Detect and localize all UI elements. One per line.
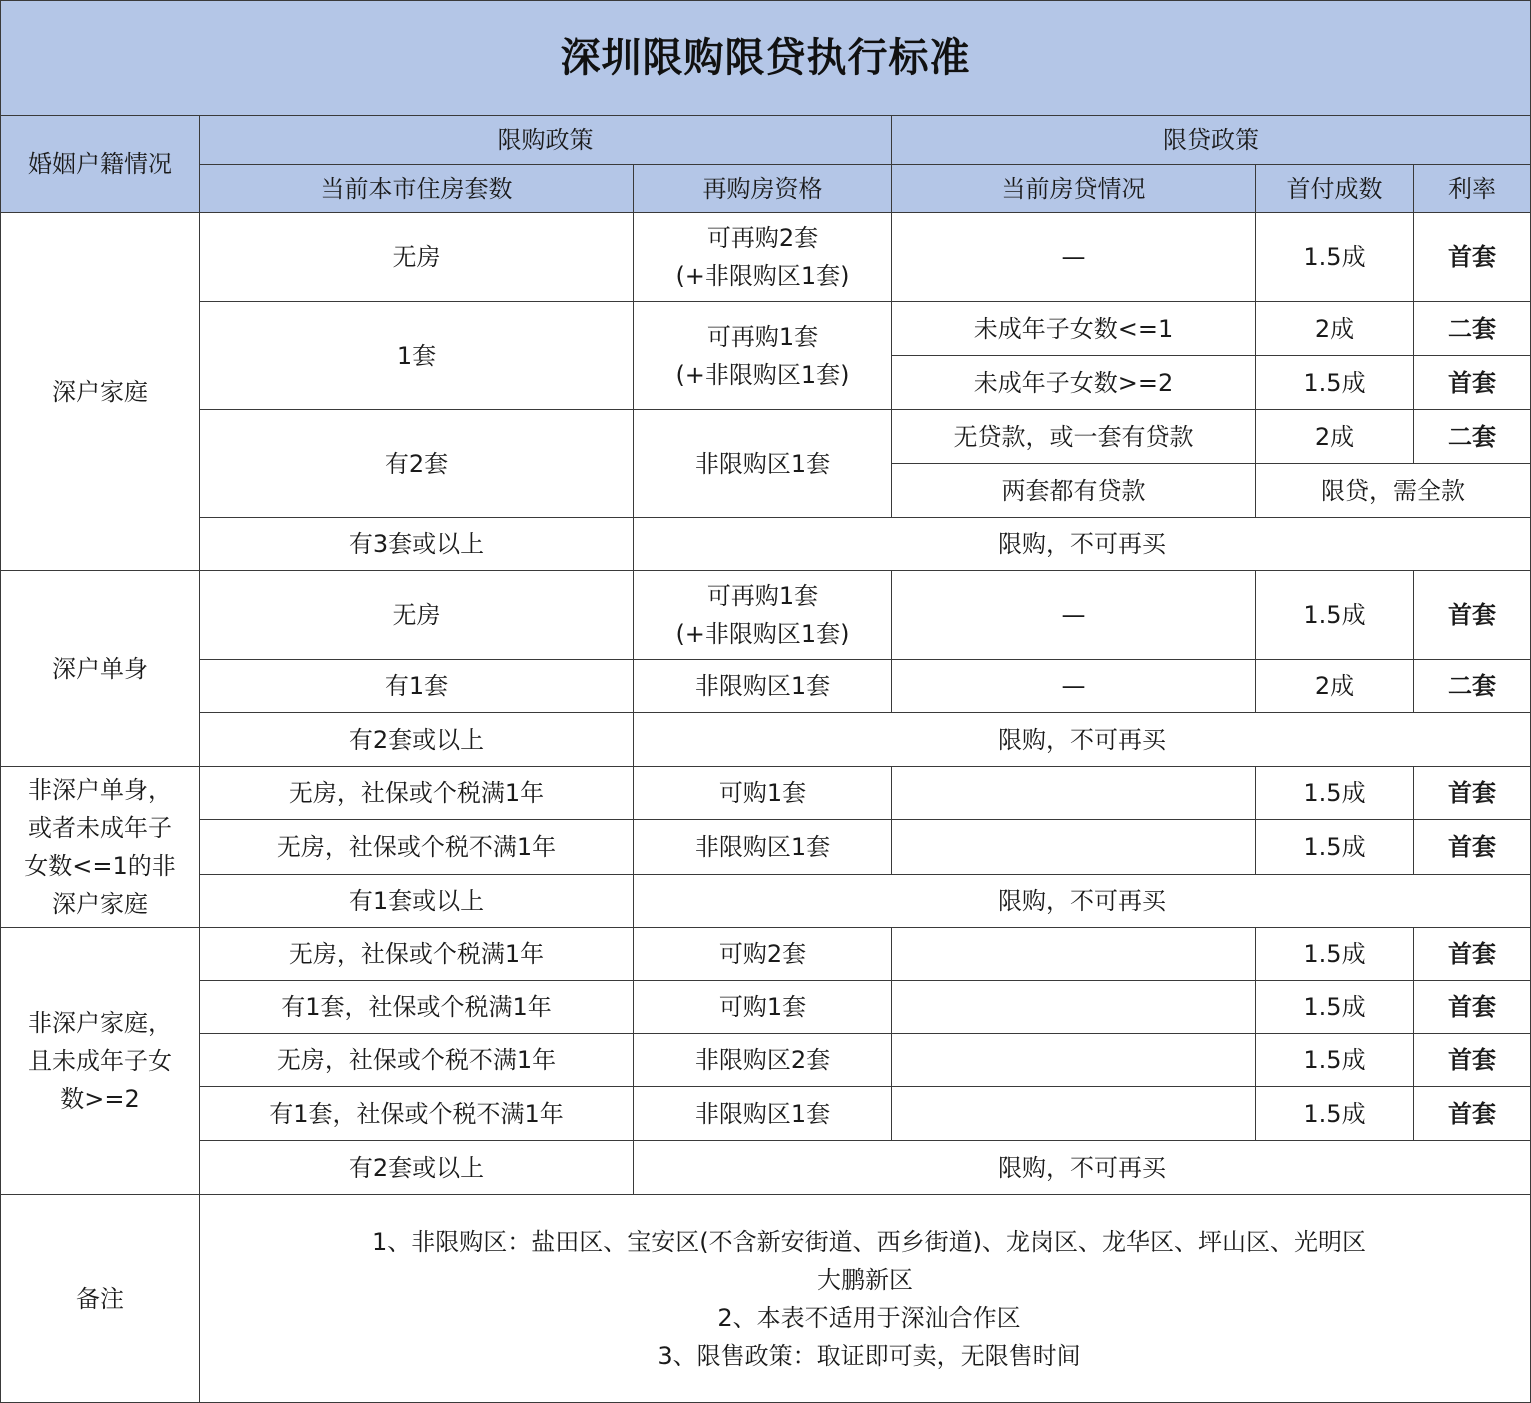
- down-payment-cell: 2成: [1256, 660, 1414, 713]
- category-nonsz-single: [1, 767, 200, 928]
- restriction-cell: 限购，不可再买: [634, 518, 1531, 571]
- remarks-body: [200, 1195, 1531, 1403]
- table-row: [1, 713, 1531, 767]
- down-payment-cell: 1.5成: [1256, 571, 1414, 660]
- loan-cell: 无贷款，或一套有贷款: [892, 410, 1256, 464]
- qualification-cell: 可购1套: [634, 767, 892, 820]
- loan-cell: 未成年子女数>=2: [892, 356, 1256, 410]
- remark-line: 2、本表不适用于深汕合作区: [717, 1303, 1021, 1332]
- restriction-cell: 限购，不可再买: [634, 875, 1531, 928]
- qualification-cell: [634, 571, 892, 660]
- housing-cell: 有2套或以上: [200, 1141, 634, 1195]
- category-line: 且未成年子女: [28, 1047, 172, 1075]
- down-payment-cell: 1.5成: [1256, 1087, 1414, 1141]
- loan-cell: 两套都有贷款: [892, 464, 1256, 518]
- rate-cell: 首套: [1414, 571, 1531, 660]
- table-row: [1, 571, 1531, 660]
- purchase-policy-header: 限购政策: [200, 116, 892, 165]
- down-payment-cell: 1.5成: [1256, 356, 1414, 410]
- loan-cell: [892, 1087, 1256, 1141]
- table-row: [1, 660, 1531, 713]
- rate-cell: 首套: [1414, 213, 1531, 302]
- loan-cell: —: [892, 213, 1256, 302]
- loan-cell: —: [892, 571, 1256, 660]
- remark-line: 1、非限购区：盐田区、宝安区(不含新安街道、西乡街道)、龙岗区、龙华区、坪山区、光明区: [372, 1227, 1366, 1256]
- remarks-row: [1, 1195, 1531, 1403]
- housing-cell: 有2套: [200, 410, 634, 518]
- category-nonsz-family: [1, 928, 200, 1195]
- current-loan-header: 当前房贷情况: [892, 165, 1256, 213]
- down-payment-cell: 1.5成: [1256, 767, 1414, 820]
- table-row: [1, 1034, 1531, 1087]
- rate-cell: 首套: [1414, 1087, 1531, 1141]
- category-sz-family: 深户家庭: [1, 213, 200, 571]
- rate-cell: 首套: [1414, 928, 1531, 981]
- table-row: [1, 1087, 1531, 1141]
- qualification-line: (+非限购区1套): [675, 262, 850, 290]
- header-row-2: [1, 165, 1531, 213]
- housing-cell: 1套: [200, 302, 634, 410]
- rate-cell: 首套: [1414, 981, 1531, 1034]
- rate-cell: 首套: [1414, 820, 1531, 875]
- loan-cell: [892, 928, 1256, 981]
- rate-header: 利率: [1414, 165, 1531, 213]
- housing-cell: 有1套: [200, 660, 634, 713]
- housing-cell: 有1套，社保或个税满1年: [200, 981, 634, 1034]
- rate-cell: 二套: [1414, 302, 1531, 356]
- down-payment-cell: 1.5成: [1256, 1034, 1414, 1087]
- page-title: 深圳限购限贷执行标准: [1, 1, 1531, 116]
- loan-cell: —: [892, 660, 1256, 713]
- housing-cell: 无房，社保或个税满1年: [200, 928, 634, 981]
- table-row: [1, 875, 1531, 928]
- housing-cell: 有1套，社保或个税不满1年: [200, 1087, 634, 1141]
- down-payment-cell: 2成: [1256, 302, 1414, 356]
- down-payment-cell: 2成: [1256, 410, 1414, 464]
- housing-cell: 有3套或以上: [200, 518, 634, 571]
- category-line: 或者未成年子: [28, 814, 172, 842]
- qualification-cell: [634, 213, 892, 302]
- housing-cell: 无房，社保或个税满1年: [200, 767, 634, 820]
- table-row: [1, 981, 1531, 1034]
- qualification-line: 可再购1套: [706, 582, 819, 610]
- housing-cell: 无房: [200, 213, 634, 302]
- category-line: 非深户家庭，: [28, 1009, 172, 1037]
- loan-cell: 未成年子女数<=1: [892, 302, 1256, 356]
- qualification-cell: 非限购区1套: [634, 1087, 892, 1141]
- loan-cell: [892, 820, 1256, 875]
- down-payment-cell: 1.5成: [1256, 213, 1414, 302]
- qualification-cell: 可购2套: [634, 928, 892, 981]
- loan-cell: [892, 1034, 1256, 1087]
- table-row: [1, 213, 1531, 302]
- category-line: 深户家庭: [52, 890, 148, 918]
- loan-cell: [892, 981, 1256, 1034]
- table-row: [1, 820, 1531, 875]
- housing-cell: 无房，社保或个税不满1年: [200, 820, 634, 875]
- table-row: [1, 518, 1531, 571]
- rate-cell: 首套: [1414, 767, 1531, 820]
- qualification-line: (+非限购区1套): [675, 360, 850, 389]
- rate-cell: 二套: [1414, 410, 1531, 464]
- qualification-line: 可再购1套: [706, 322, 819, 351]
- title-row: [1, 1, 1531, 116]
- down-payment-header: 首付成数: [1256, 165, 1414, 213]
- table-row: [1, 928, 1531, 981]
- housing-cell: 无房，社保或个税不满1年: [200, 1034, 634, 1087]
- down-payment-cell: 1.5成: [1256, 981, 1414, 1034]
- loan-policy-header: 限贷政策: [892, 116, 1531, 165]
- table-row: [1, 767, 1531, 820]
- housing-cell: 无房: [200, 571, 634, 660]
- rate-cell: 首套: [1414, 356, 1531, 410]
- category-sz-single: 深户单身: [1, 571, 200, 767]
- category-line: 数>=2: [60, 1085, 140, 1113]
- category-line: 女数<=1的非: [24, 852, 176, 880]
- down-payment-cell: 1.5成: [1256, 928, 1414, 981]
- qualification-line: 可再购2套: [706, 224, 819, 252]
- remarks-label: 备注: [1, 1195, 200, 1403]
- housing-cell: 有2套或以上: [200, 713, 634, 767]
- qualification-cell: 非限购区1套: [634, 660, 892, 713]
- loan-cell: [892, 767, 1256, 820]
- down-payment-cell: 1.5成: [1256, 820, 1414, 875]
- qualification-line: (+非限购区1套): [675, 620, 850, 648]
- qualification-cell: 非限购区2套: [634, 1034, 892, 1087]
- rate-cell: 二套: [1414, 660, 1531, 713]
- qualification-cell: 非限购区1套: [634, 410, 892, 518]
- current-housing-header: 当前本市住房套数: [200, 165, 634, 213]
- category-line: 非深户单身，: [28, 776, 172, 804]
- qualification-cell: 非限购区1套: [634, 820, 892, 875]
- housing-cell: 有1套或以上: [200, 875, 634, 928]
- restriction-cell: 限购，不可再买: [634, 1141, 1531, 1195]
- marital-header: 婚姻户籍情况: [1, 116, 200, 213]
- table-row: [1, 1141, 1531, 1195]
- qualification-cell: 可购1套: [634, 981, 892, 1034]
- qualification-cell: [634, 302, 892, 410]
- rate-cell: 首套: [1414, 1034, 1531, 1087]
- remark-line: 大鹏新区: [817, 1265, 913, 1294]
- header-row-1: [1, 116, 1531, 165]
- restriction-cell: 限购，不可再买: [634, 713, 1531, 767]
- table-row: [1, 410, 1531, 464]
- remark-line: 3、限售政策：取证即可卖，无限售时间: [657, 1341, 1081, 1370]
- repurchase-header: 再购房资格: [634, 165, 892, 213]
- loan-restriction-cell: 限贷，需全款: [1256, 464, 1531, 518]
- table-row: [1, 302, 1531, 356]
